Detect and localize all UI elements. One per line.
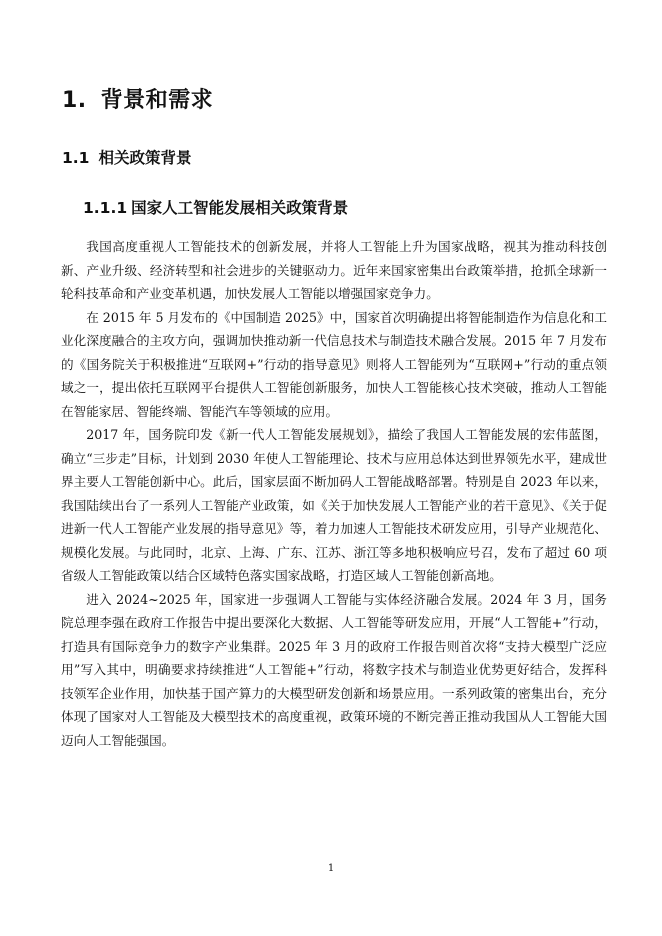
subsubsection-number: 1.1.1	[83, 199, 128, 217]
subsection-title: 相关政策背景	[98, 149, 192, 167]
page-number: 1	[327, 863, 335, 874]
subsubsection-heading	[83, 196, 348, 220]
paragraph: 在 2015 年 5 月发布的《中国制造 2025》中，国家首次明确提出将智能制造作为信息化和工业化深度融合的主攻方向，强调加快推动新一代信息技术与制造技术融合发展。2015 年 7 月发布的《国务院关于积极推进“互联网+”行动的指导意见》则将人工智能列为“互联网+”行动的重点领域之一，提出依托互联网平台提供人工智能创新服务，加快人工智能核心技术突破，推动人工智能在智能家居、智能终端、智能汽车等领域的应用。	[61, 309, 607, 419]
paragraph: 进入 2024~2025 年，国家进一步强调人工智能与实体经济融合发展。2024 年 3 月，国务院总理李强在政府工作报告中提出要深化大数据、人工智能等研发应用，开展“人工智能+”行动，打造具有国际竞争力的数字产业集群。2025 年 3 月的政府工作报告则首次将“支持大模型广泛应用”写入其中，明确要求持续推进“人工智能+”行动，将数字技术与制造业优势更好结合，发挥科技领军企业作用，加快基于国产算力的大模型研发创新和场景应用。一系列政策的密集出台，充分体现了国家对人工智能及大模型技术的高度重视，政策环境的不断完善正推动我国从人工智能大国迈向人工智能强国。	[61, 591, 607, 748]
subsubsection-title: 国家人工智能发展相关政策背景	[131, 199, 349, 217]
body-text	[61, 235, 607, 752]
section-heading	[62, 84, 213, 118]
paragraph: 2017 年，国务院印发《新一代人工智能发展规划》，描绘了我国人工智能发展的宏伟蓝图，确立“三步走”目标，计划到 2030 年使人工智能理论、技术与应用总体达到世界领先水平，建成世界主要人工智能创新中心。此后，国家层面不断加码人工智能战略部署。特别是自 2023 年以来，我国陆续出台了一系列人工智能产业政策，如《关于加快发展人工智能产业的若干意见》、《关于促进新一代人工智能产业发展的指导意见》等，着力加速人工智能技术研发应用，引导产业规范化、规模化发展。与此同时，北京、上海、广东、江苏、浙江等多地积极响应号召，发布了超过 60 项省级人工智能政策以结合区域特色落实国家战略，打造区域人工智能创新高地。	[61, 427, 607, 583]
subsection-heading	[62, 146, 191, 170]
paragraph: 我国高度重视人工智能技术的创新发展，并将人工智能上升为国家战略，视其为推动科技创新、产业升级、经济转型和社会进步的关键驱动力。近年来国家密集出台政策举措，抢抓全球新一轮科技革命和产业变革机遇，加快发展人工智能以增强国家竞争力。	[61, 239, 607, 301]
subsection-number: 1.1	[62, 149, 90, 167]
section-number: 1.	[62, 88, 87, 113]
section-title: 背景和需求	[100, 88, 214, 113]
